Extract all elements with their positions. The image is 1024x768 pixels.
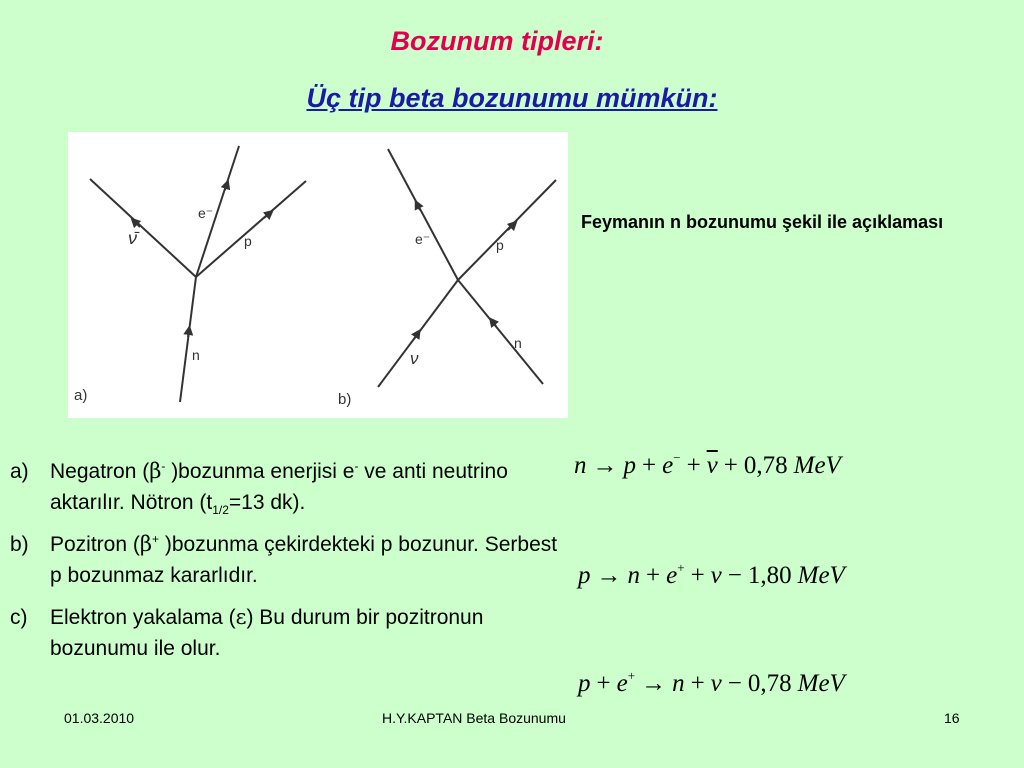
neutrino-label-b: ν [410, 349, 419, 368]
electron-line-b [388, 149, 458, 280]
equation-negatron: $n \to p + e^- + \overline{\nu} + 0,78$ MeV [574, 450, 841, 479]
footer-date: 01.03.2010 [64, 710, 135, 726]
equation-electron-capture: p + e+ → n + ν − 0,78 MeV [578, 668, 845, 697]
list-item-electron-capture: c) Elektron yakalama (ε) Bu durum bir pozitronun bozunumu ile olur. [10, 602, 570, 664]
neutron-line-a [180, 277, 196, 402]
electron-label-a: e⁻ [198, 205, 214, 221]
footer-page-number: 16 [944, 710, 960, 726]
neutrino-arrow-b [414, 333, 418, 339]
diagram-a [90, 146, 306, 402]
feynman-diagram-figure [68, 132, 568, 418]
figure-caption: Feymanın n bozunumu şekil ile açıklaması [581, 212, 944, 232]
electron-label-b: e⁻ [415, 231, 431, 247]
list-marker: b) [10, 533, 29, 556]
list-marker: c) [10, 606, 28, 629]
feynman-diagrams [68, 132, 568, 418]
antineutrino-line [90, 179, 196, 277]
antineutrino-label: ν̄ [128, 228, 137, 248]
slide-subtitle: Üç tip beta bozunumu mümkün: [306, 83, 718, 113]
proton-line-b [458, 180, 556, 280]
neutron-label-b: n [514, 335, 522, 351]
neutron-arrow-a [188, 330, 189, 337]
diagram-b [378, 149, 556, 387]
panel-b-label: b) [338, 391, 352, 408]
panel-a-label: a) [74, 387, 88, 404]
list-item-pozitron: b) Pozitron (β+ )bozunma çekirdekteki p bozunur. Serbest p bozunmaz kararlıdır. [10, 529, 570, 591]
proton-label-b: p [496, 237, 504, 253]
list-item-negatron: a) Negatron (β- )bozunma enerjisi e- ve anti neutrino aktarılır. Nötron ($t_{1/2}=13$ dk). [10, 456, 570, 518]
slide-title: Bozunum tipleri: [390, 26, 604, 56]
proton-label-a: p [244, 233, 252, 249]
equation-pozitron: p → n + e+ + ν − 1,80 MeV [578, 560, 845, 589]
footer-title: H.Y.KAPTAN Beta Bozunumu [382, 710, 566, 726]
decay-type-list [10, 456, 570, 675]
list-marker: a) [10, 460, 29, 483]
neutron-label-a: n [192, 347, 200, 363]
electron-arrow-b [417, 204, 420, 210]
neutron-line-b [458, 280, 543, 384]
